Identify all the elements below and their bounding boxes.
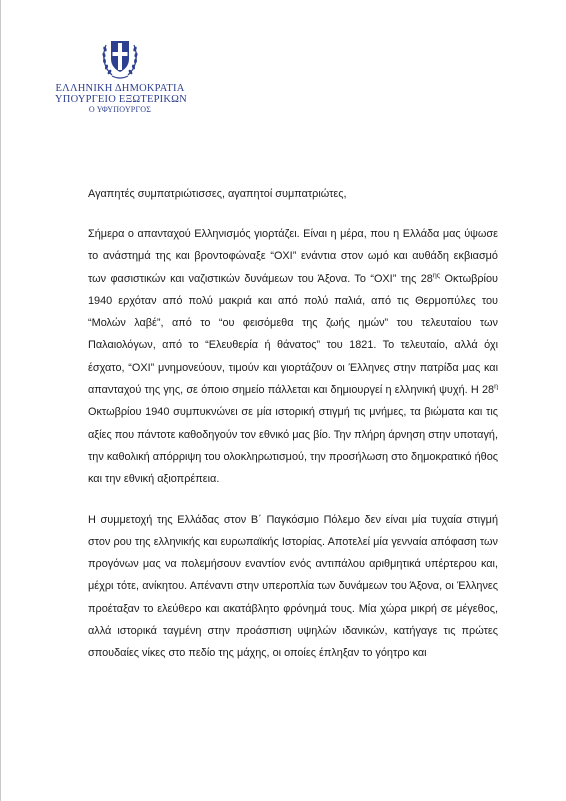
paragraph-1-part-c: Οκτωβρίου 1940 συμπυκνώνει σε μία ιστορική στιγμή τις μνήμες, τα βιώματα και τις αξίες που πάντοτε καθοδηγούν τον εθνικό μας βίο. Την πλήρη άρνηση στην υποταγή, την καθολική απόρριψη του ολοκληρωτισμού, την προσήλωση στο δημοκρατικό ήθος και την εθνική αξιοπρέπεια.	[88, 406, 498, 486]
paragraph-1	[88, 223, 498, 491]
paragraph-2: Η συμμετοχή της Ελλάδας στον Β΄ Παγκόσμιο Πόλεμο δεν είναι μία τυχαία στιγμή στον ρου της ελληνικής και ευρωπαϊκής Ιστορίας. Αποτελεί μία γενναία απόφαση των προγόνων μας να πολεμήσουν εναντίον ενός αντιπάλου αριθμητικά υπέρτερου και, μέχρι τότε, ανίκητου. Απέναντι στην υπεροπλία των δυνάμεων του Άξονα, οι Έλληνες προέταξαν το ελεύθερο και ακατάβλητο φρόνημά τους. Μία χώρα μικρή σε μέγεθος, αλλά ιστορικά ταγμένη στην προάσπιση υψηλών ιδανικών, κατήγαγε τις πρώτες σπουδαίες νίκες στο πεδίο της μάχης, οι οποίες έπληξαν το γόητρο και	[88, 513, 498, 660]
paragraph-1-part-a: Σήμερα ο απανταχού Ελληνισμός γιορτάζει. Είναι η μέρα, που η Ελλάδα μας ύψωσε το ανάστημά της και βροντοφώναξε “ΟΧΙ” ενάντια στον ωμό και αυθάδη εκβιασμό των φασιστικών και ναζιστικών δυνάμεων του Άξονα. Το “ΟΧΙ” της 28	[88, 228, 498, 285]
paragraph-1-part-b: Οκτωβρίου 1940 ερχόταν από πολύ μακριά και από πολύ παλιά, από τις Θερμοπύλες του “Μολών λαβέ”, από το “ου φεισόμεθα της ζωής ημών” του τελευταίου των Παλαιολόγων, από το “Ελευθερία ή θάνατος” του 1821. Το τελευταίο, αλλά όχι έσχατο, “ΟΧΙ” μνημονεύουν, τιμούν και γιορτάζουν οι Έλληνες στην πατρίδα μας και απανταχού της γης, σε όποιο σημείο πάλλεται και δημιουργεί η ελληνική ψυχή. Η 28	[88, 272, 498, 397]
letterhead-office: Ο ΥΦΥΠΟΥΡΓΟΣ	[88, 105, 152, 114]
ordinal-suffix: η	[494, 383, 498, 391]
greek-coat-of-arms-icon	[100, 35, 140, 81]
letterhead-ministry: ΥΠΟΥΡΓΕΙΟ ΕΞΩΤΕΡΙΚΩΝ	[55, 94, 187, 105]
page-edge	[0, 0, 1, 801]
letter-body	[88, 183, 498, 683]
letterhead-country: ΕΛΛΗΝΙΚΗ ΔΗΜΟΚΡΑΤΙΑ	[55, 83, 185, 94]
greeting: Αγαπητές συμπατριώτισσες, αγαπητοί συμπατριώτες,	[88, 188, 347, 200]
letterhead	[55, 35, 185, 115]
ordinal-suffix: ης	[432, 271, 441, 279]
